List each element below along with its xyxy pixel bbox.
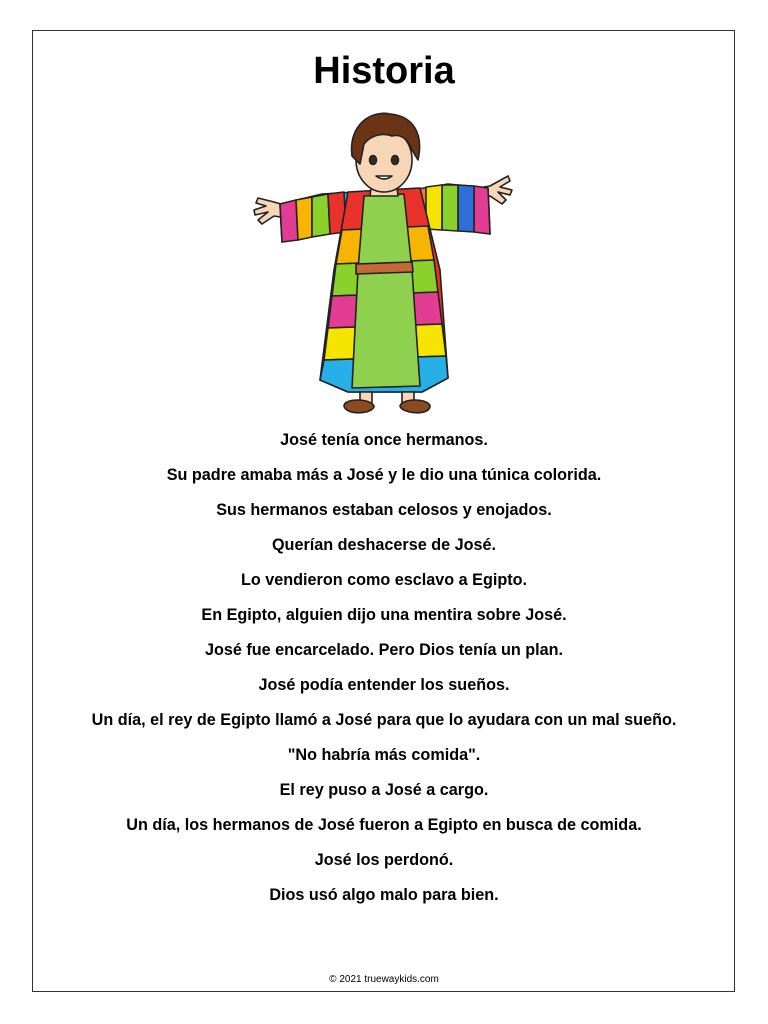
story-line: Lo vendieron como esclavo a Egipto.: [240, 571, 528, 589]
story-text: [40, 430, 728, 920]
story-line: Su padre amaba más a José y le dio una túnica colorida.: [166, 466, 602, 484]
story-line: El rey puso a José a cargo.: [279, 781, 489, 799]
story-line: Un día, el rey de Egipto llamó a José para que lo ayudara con un mal sueño.: [91, 711, 677, 729]
story-line: Dios usó algo malo para bien.: [269, 886, 499, 904]
story-line: José fue encarcelado. Pero Dios tenía un plan.: [204, 641, 564, 659]
story-line: "No habría más comida".: [287, 746, 481, 764]
story-line: José podía entender los sueños.: [258, 676, 510, 694]
story-line: Un día, los hermanos de José fueron a Egipto en busca de comida.: [126, 816, 642, 834]
story-line: José tenía once hermanos.: [280, 431, 488, 449]
story-line: Sus hermanos estaban celosos y enojados.: [216, 501, 552, 519]
story-line: En Egipto, alguien dijo una mentira sobre José.: [201, 606, 567, 624]
boy-in-colorful-robe-illustration: [252, 110, 516, 422]
story-line: José los perdonó.: [314, 851, 454, 869]
page-title: Historia: [313, 50, 455, 92]
story-line: Querían deshacerse de José.: [271, 536, 497, 554]
copyright-footer: © 2021 truewaykids.com: [329, 974, 439, 985]
